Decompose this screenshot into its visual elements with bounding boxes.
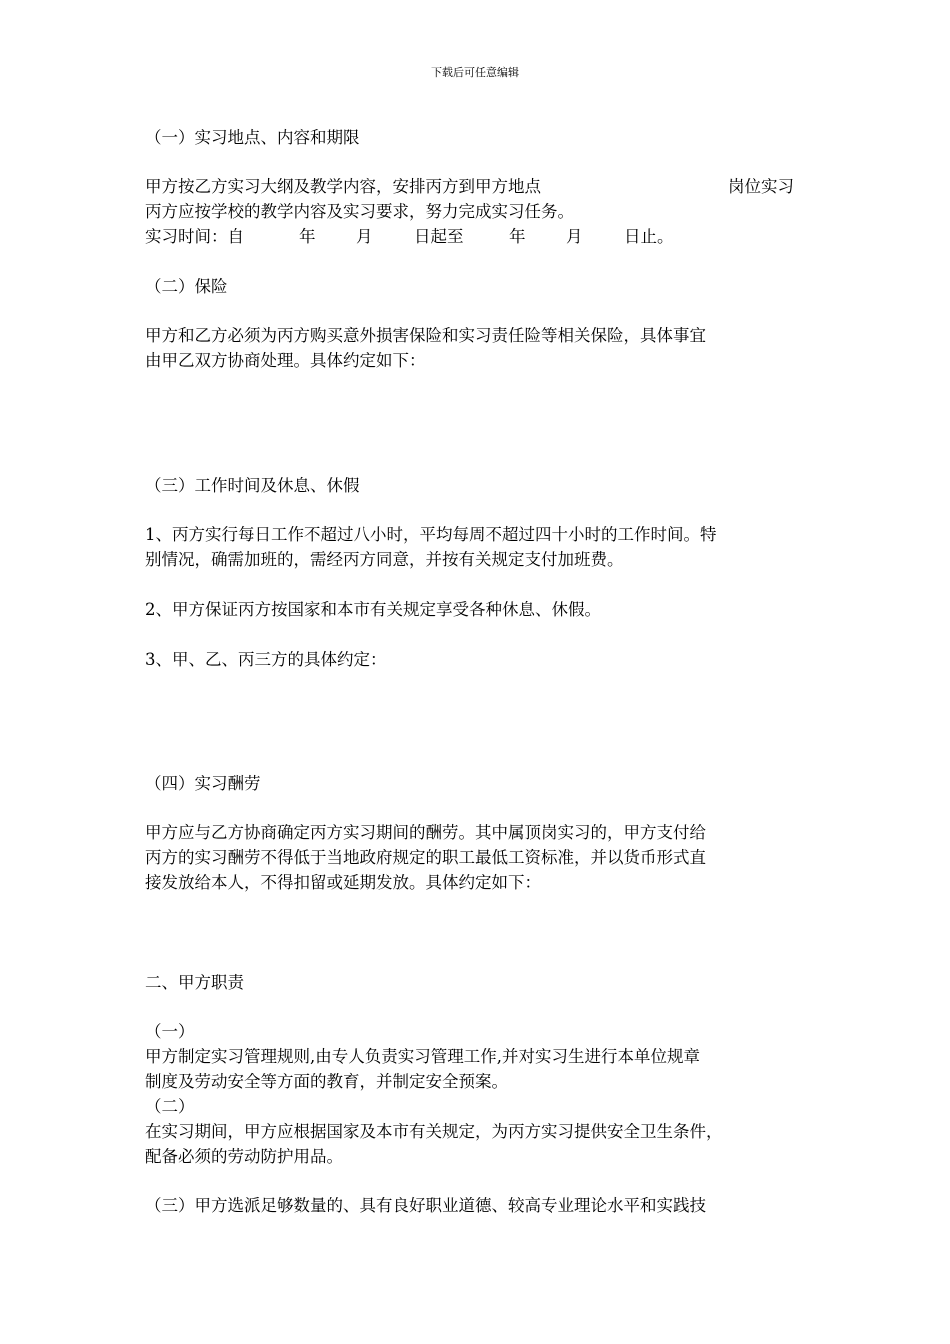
- paragraph-line: 丙方的实习酬劳不得低于当地政府规定的职工最低工资标准，并以货币形式直: [145, 848, 706, 867]
- part-title-party-a-duties: 二、甲方职责: [145, 973, 244, 992]
- paragraph-line: 由甲乙双方协商处理。具体约定如下：: [145, 351, 426, 370]
- section-title-pay: （四）实习酬劳: [145, 774, 261, 793]
- month-label: 月: [356, 227, 373, 246]
- paragraph-line: 接发放给本人，不得扣留或延期发放。具体约定如下：: [145, 873, 541, 892]
- section-title-insurance: （二）保险: [145, 277, 228, 296]
- day-from-to-label: 日起至: [414, 227, 464, 246]
- month-label: 月: [566, 227, 583, 246]
- paragraph-line: 制度及劳动安全等方面的教育，并制定安全预案。: [145, 1072, 508, 1091]
- paragraph-line-tail: 岗位实习: [728, 177, 794, 196]
- item-label: （二）: [145, 1097, 195, 1116]
- list-item-continued: 别情况，确需加班的，需经丙方同意，并按有关规定支付加班费。: [145, 550, 624, 569]
- internship-time-label: 实习时间：自: [145, 227, 244, 246]
- list-item: 2、甲方保证丙方按国家和本市有关规定享受各种休息、休假。: [145, 600, 601, 619]
- page-header-note: 下载后可任意编辑: [431, 66, 519, 79]
- section-title-location: （一）实习地点、内容和期限: [145, 128, 360, 147]
- list-item: 1、丙方实行每日工作不超过八小时，平均每周不超过四十小时的工作时间。特: [145, 525, 717, 544]
- list-item: 3、甲、乙、丙三方的具体约定：: [145, 650, 387, 669]
- day-end-label: 日止。: [624, 227, 674, 246]
- paragraph-line: （三）甲方选派足够数量的、具有良好职业道德、较高专业理论水平和实践技: [145, 1196, 706, 1215]
- paragraph-line: 甲方应与乙方协商确定丙方实习期间的酬劳。其中属顶岗实习的，甲方支付给: [145, 823, 706, 842]
- item-label: （一）: [145, 1022, 195, 1041]
- section-title-work-time: （三）工作时间及休息、休假: [145, 476, 360, 495]
- year-label: 年: [299, 227, 316, 246]
- year-label: 年: [509, 227, 526, 246]
- paragraph-line: 丙方应按学校的教学内容及实习要求，努力完成实习任务。: [145, 202, 574, 221]
- paragraph-line: 在实习期间，甲方应根据国家及本市有关规定，为丙方实习提供安全卫生条件，: [145, 1122, 723, 1141]
- paragraph-line: 配备必须的劳动防护用品。: [145, 1147, 343, 1166]
- paragraph-line: 甲方按乙方实习大纲及教学内容，安排丙方到甲方地点: [145, 177, 541, 196]
- paragraph-line: 甲方制定实习管理规则,由专人负责实习管理工作,并对实习生进行本单位规章: [145, 1047, 700, 1066]
- paragraph-line: 甲方和乙方必须为丙方购买意外损害保险和实习责任险等相关保险，具体事宜: [145, 326, 706, 345]
